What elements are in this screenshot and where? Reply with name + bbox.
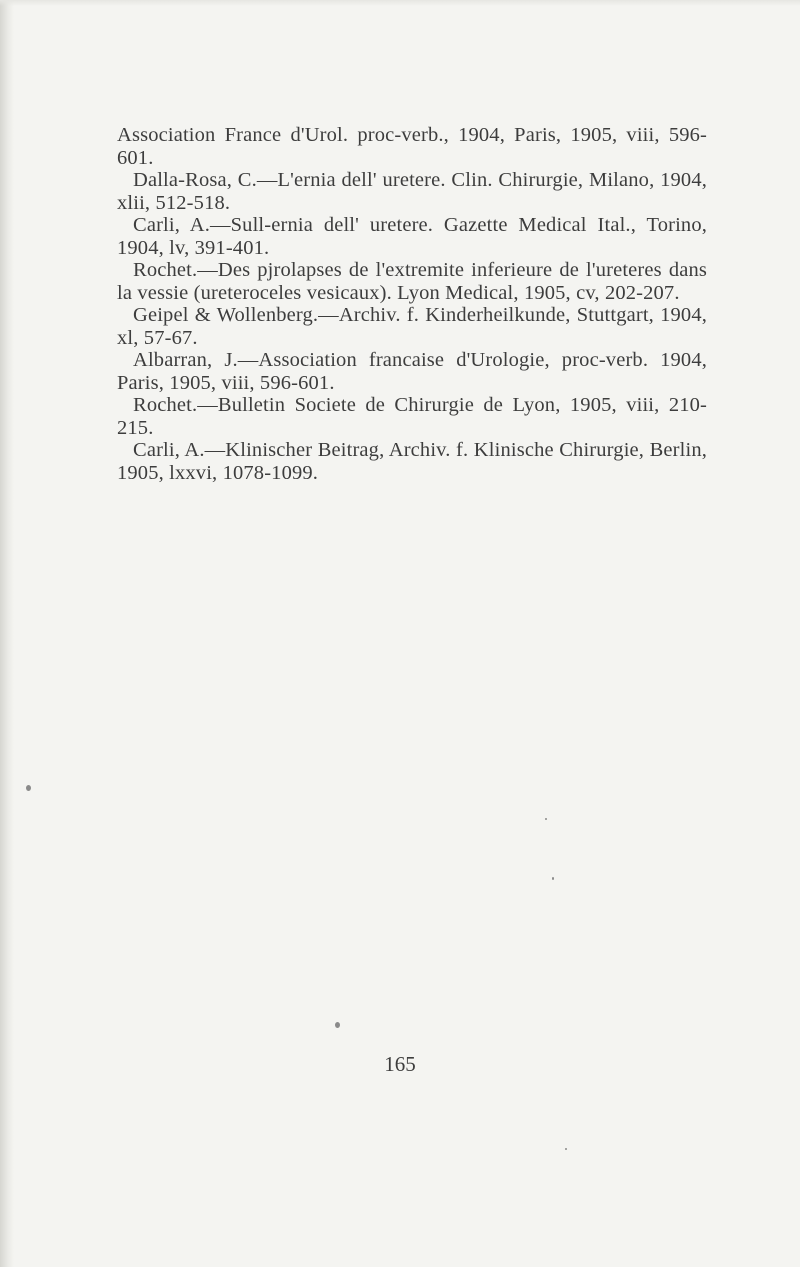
reference-entry: Carli, A.—Sull-ernia dell' uretere. Gazette Medical Ital., Torino, 1904, lv, 391-401.: [117, 214, 707, 259]
page-top-shadow: [0, 0, 800, 6]
reference-entry: Geipel & Wollenberg.—Archiv. f. Kinderheilkunde, Stuttgart, 1904, xl, 57-67.: [117, 304, 707, 349]
scan-speck: [26, 785, 31, 791]
reference-list: [117, 124, 707, 484]
reference-entry: Rochet.—Des pjrolapses de l'extremite inferieure de l'ureteres dans la vessie (ureteroceles vesicaux). Lyon Medical, 1905, cv, 202-207.: [117, 259, 707, 304]
reference-entry: Rochet.—Bulletin Societe de Chirurgie de Lyon, 1905, viii, 210-215.: [117, 394, 707, 439]
reference-entry: Albarran, J.—Association francaise d'Urologie, proc-verb. 1904, Paris, 1905, viii, 596-601.: [117, 349, 707, 394]
page-number: 165: [384, 1052, 416, 1076]
reference-entry: Association France d'Urol. proc-verb., 1904, Paris, 1905, viii, 596-601.: [117, 124, 707, 169]
scan-speck: [545, 818, 547, 820]
reference-entry: Carli, A.—Klinischer Beitrag, Archiv. f. Klinische Chirurgie, Berlin, 1905, lxxvi, 1078-1099.: [117, 439, 707, 484]
scan-speck: [552, 877, 554, 880]
scan-speck: [565, 1148, 567, 1150]
scan-speck: [335, 1022, 340, 1028]
reference-entry: Dalla-Rosa, C.—L'ernia dell' uretere. Clin. Chirurgie, Milano, 1904, xlii, 512-518.: [117, 169, 707, 214]
